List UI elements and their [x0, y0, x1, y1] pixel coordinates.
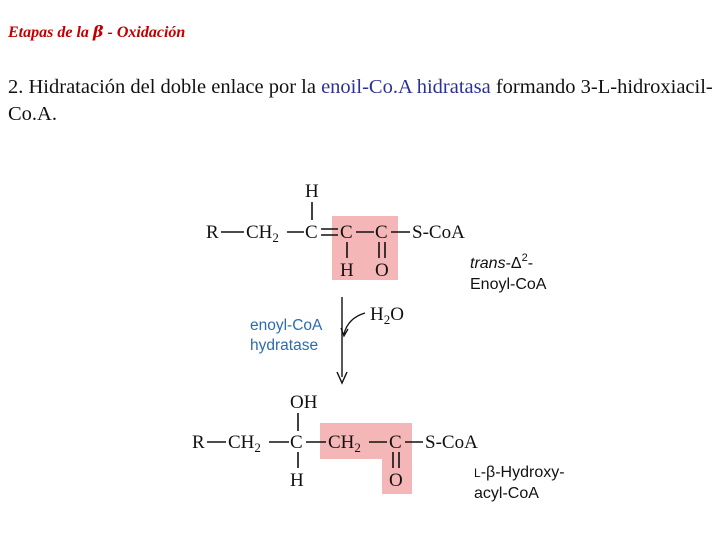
substrate-c3: C [375, 222, 388, 243]
ch2-ch: CH [246, 222, 273, 243]
water-sub: 2 [383, 312, 391, 327]
ch2b-ch: CH [328, 432, 355, 453]
water-h: H [370, 304, 384, 325]
product-R: R [192, 432, 205, 453]
trans-prefix: trans [470, 255, 506, 272]
product-oh: OH [290, 392, 318, 413]
product-c1: C [290, 432, 303, 453]
substrate-name-line1 [470, 252, 533, 272]
product-c3: C [389, 432, 402, 453]
product-name-line2: acyl-CoA [474, 485, 539, 502]
beta-symbol: β [92, 22, 104, 41]
substrate-c1: C [305, 222, 318, 243]
title-prefix: Etapas de la [8, 24, 93, 41]
ch2-sub: 2 [272, 230, 279, 245]
title-suffix: - Oxidación [103, 24, 186, 41]
substrate-ch2 [246, 222, 279, 245]
description-after: formando 3-L-hidroxiacil-Co.A. [8, 76, 713, 125]
delta-symbol: -Δ [505, 255, 522, 272]
ch2b-sub: 2 [354, 440, 361, 455]
product-name-line1 [474, 464, 565, 481]
description-before: 2. Hidratación del doble enlace por la [8, 76, 322, 98]
product-scoa: S-CoA [425, 432, 478, 453]
product-ch2-a [228, 432, 261, 455]
substrate-R: R [206, 222, 219, 243]
water-molecule [370, 304, 404, 327]
substrate-h-bottom: H [340, 260, 354, 281]
ch2a-ch: CH [228, 432, 255, 453]
product-h: H [290, 470, 304, 491]
water-o: O [390, 304, 404, 325]
substrate-c2: C [340, 222, 353, 243]
substrate-name-line2: Enoyl-CoA [470, 276, 547, 293]
enzyme-name: enoil-Co.A hidratasa [321, 76, 491, 98]
product-name-rest: -β-Hydroxy- [480, 464, 565, 481]
substrate-scoa: S-CoA [412, 222, 465, 243]
delta-superscript: 2 [521, 252, 528, 264]
product-o: O [389, 470, 403, 491]
enzyme-label-line1: enoyl-CoA [250, 317, 323, 334]
substrate-o: O [375, 260, 389, 281]
enzyme-label-line2: hydratase [250, 337, 319, 354]
ch2a-sub: 2 [254, 440, 261, 455]
product-name-l: L [474, 466, 481, 480]
substrate-h-top: H [305, 181, 319, 202]
name-dash: - [527, 255, 534, 272]
